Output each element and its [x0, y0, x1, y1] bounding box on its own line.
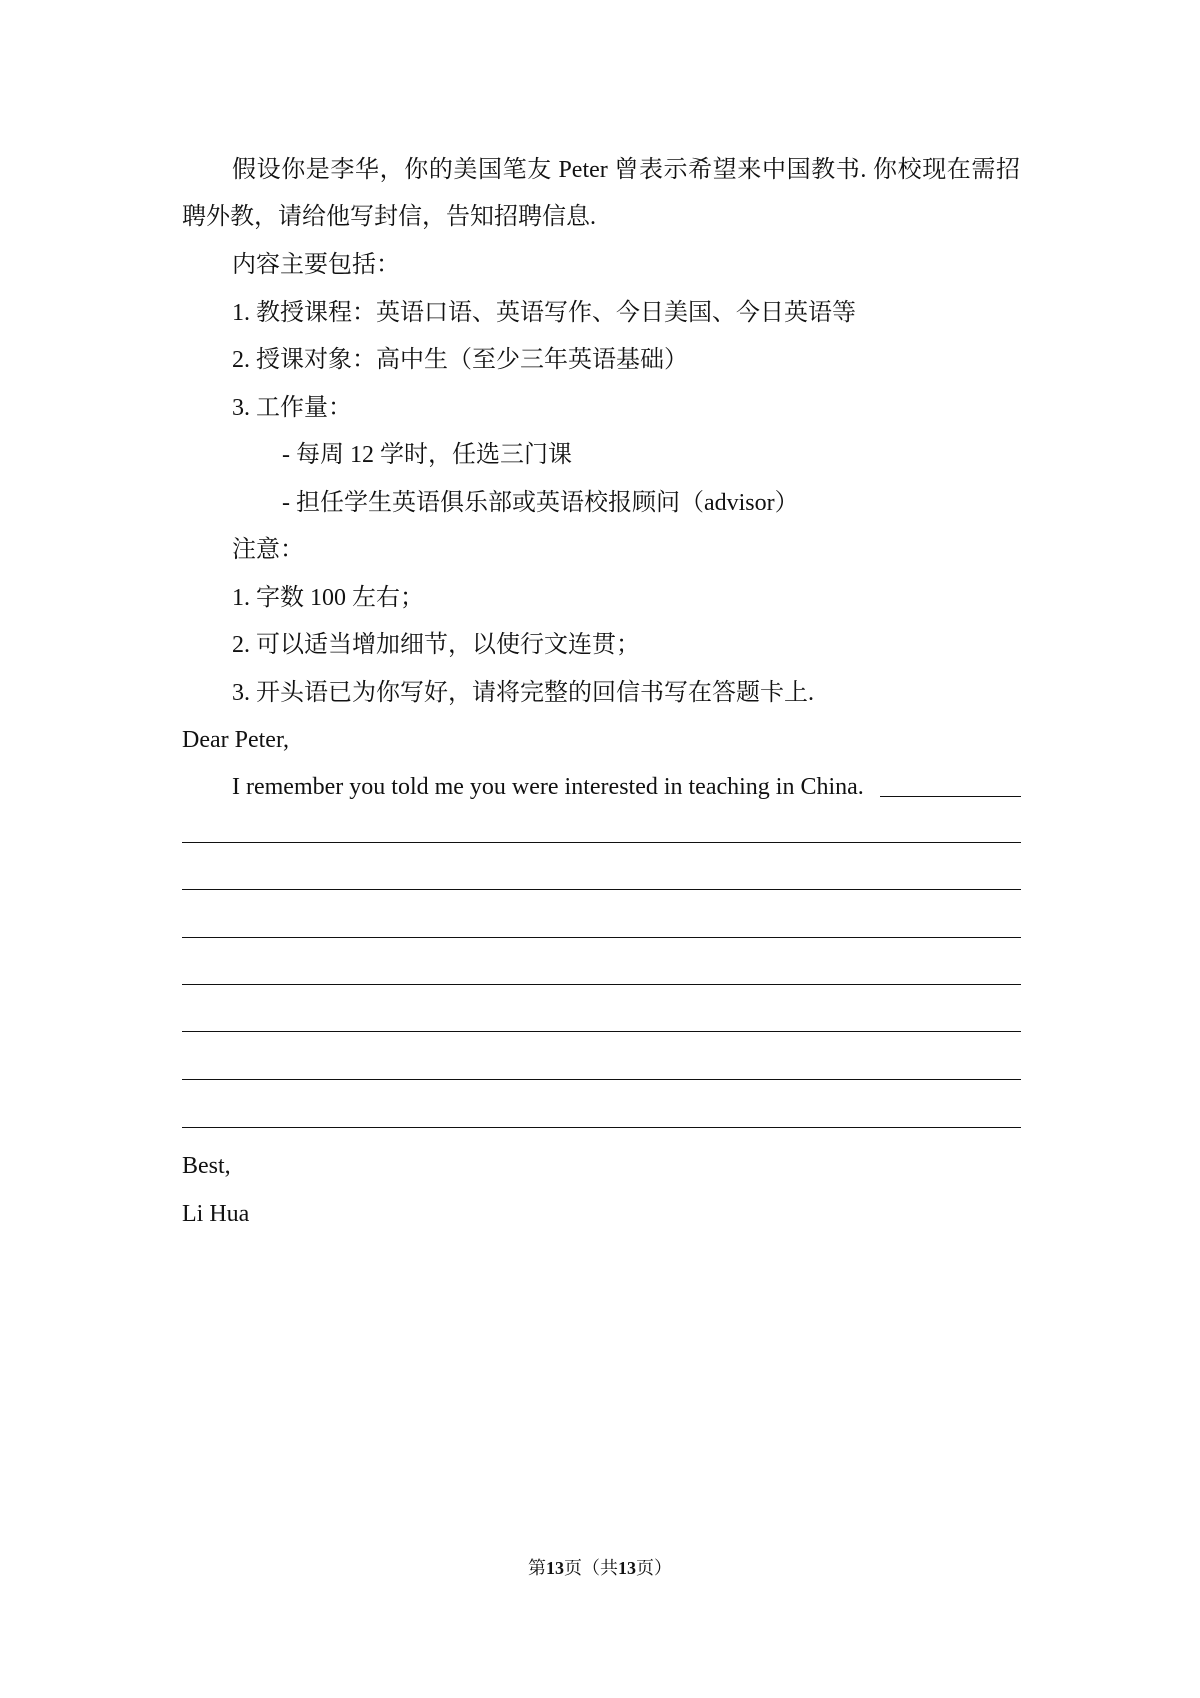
page-footer	[0, 1557, 1200, 1579]
answer-line[interactable]	[182, 889, 1021, 890]
answer-line[interactable]	[182, 1031, 1021, 1032]
answer-line[interactable]	[182, 1079, 1021, 1080]
note-item-1: 1. 字数 100 左右；	[232, 585, 424, 611]
footer-total-pages: 13	[618, 1558, 636, 1578]
prompt-intro-line-1: 假设你是李华，你的美国笔友 Peter 曾表示希望来中国教书. 你校现在需招	[232, 157, 1020, 183]
footer-prefix: 第	[528, 1558, 546, 1578]
answer-line[interactable]	[182, 984, 1021, 985]
prompt-intro-line-2: 聘外教，请给他写封信，告知招聘信息.	[182, 204, 596, 230]
workload-subitem-2: - 担任学生英语俱乐部或英语校报顾问（advisor）	[282, 490, 799, 516]
answer-line[interactable]	[182, 937, 1021, 938]
letter-opening-sentence: I remember you told me you were interested in teaching in China.	[232, 774, 864, 800]
content-item-3: 3. 工作量：	[232, 395, 352, 421]
answer-line[interactable]	[182, 842, 1021, 843]
footer-page-number: 13	[546, 1558, 564, 1578]
footer-suffix: 页）	[636, 1558, 672, 1578]
answer-line[interactable]	[182, 1127, 1021, 1128]
answer-blank-inline[interactable]	[880, 796, 1021, 797]
content-item-1: 1. 教授课程：英语口语、英语写作、今日美国、今日英语等	[232, 300, 856, 326]
letter-signature: Li Hua	[182, 1201, 250, 1227]
content-heading: 内容主要包括：	[232, 252, 400, 278]
note-item-3: 3. 开头语已为你写好，请将完整的回信书写在答题卡上.	[232, 680, 814, 706]
content-item-2: 2. 授课对象：高中生（至少三年英语基础）	[232, 347, 688, 373]
footer-middle: 页（共	[564, 1558, 618, 1578]
workload-subitem-1: - 每周 12 学时，任选三门课	[282, 442, 572, 468]
note-item-2: 2. 可以适当增加细节，以使行文连贯；	[232, 632, 640, 658]
letter-greeting: Dear Peter,	[182, 727, 289, 753]
notes-heading: 注意：	[232, 537, 304, 563]
letter-closing: Best,	[182, 1153, 231, 1179]
